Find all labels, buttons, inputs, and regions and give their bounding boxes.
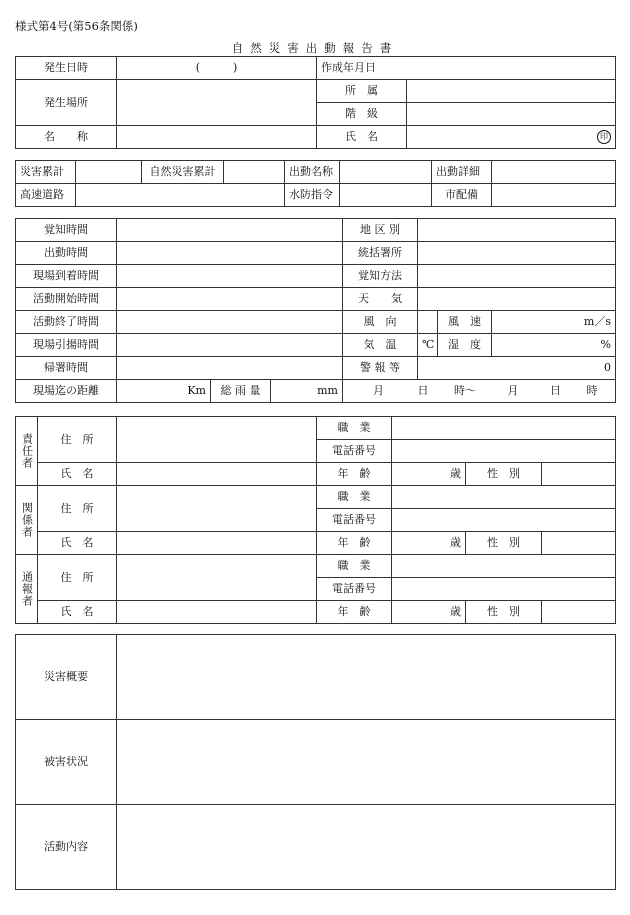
rank-field[interactable] [407, 103, 616, 126]
rainfall-period-field[interactable] [343, 380, 616, 403]
persons-table [15, 416, 616, 624]
time-dispatch-label: 出動時間 [16, 242, 117, 265]
reporter-phone-field[interactable] [392, 578, 616, 601]
natural-disaster-total-label: 自然災害累計 [142, 161, 224, 184]
location-label: 発生場所 [16, 80, 117, 126]
city-deploy-field[interactable] [492, 184, 616, 207]
period-month-2: 月 [507, 384, 519, 397]
time-withdrawal-label: 現場引揚時間 [16, 334, 117, 357]
dispatch-details-label: 出動詳細 [432, 161, 492, 184]
city-deploy-label: 市配備 [432, 184, 492, 207]
activity-label: 活動内容 [16, 805, 117, 890]
related-age-field[interactable]: 歳 [392, 532, 466, 555]
reporter-address-field[interactable] [117, 555, 317, 601]
district-field[interactable] [418, 219, 616, 242]
natural-disaster-total-field[interactable] [224, 161, 285, 184]
responsible-name-label: 氏 名 [38, 463, 117, 486]
responsible-age-label: 年 齢 [317, 463, 392, 486]
person-name-label: 氏 名 [317, 126, 407, 149]
time-arrival-field[interactable] [117, 265, 343, 288]
responsible-address-label: 住 所 [38, 417, 117, 463]
period-hour-to: 時〜 [454, 384, 476, 397]
time-activity-start-field[interactable] [117, 288, 343, 311]
related-occupation-field[interactable] [392, 486, 616, 509]
reporter-name-label: 氏 名 [38, 601, 117, 624]
period-day-1: 日 [417, 384, 429, 397]
wind-speed-label: 風 速 [438, 311, 492, 334]
wind-direction-label: 風 向 [343, 311, 418, 334]
location-field[interactable] [117, 80, 317, 126]
reporter-phone-label: 電話番号 [317, 578, 392, 601]
dispatch-info-table [15, 160, 616, 207]
time-arrival-label: 現場到着時間 [16, 265, 117, 288]
period-day-2: 日 [550, 384, 561, 397]
time-activity-end-label: 活動終了時間 [16, 311, 117, 334]
name-label: 名 称 [16, 126, 117, 149]
wind-direction-field[interactable] [418, 311, 438, 334]
period-hour-2: 時 [586, 384, 598, 397]
time-return-field[interactable] [117, 357, 343, 380]
reporter-name-field[interactable] [117, 601, 317, 624]
dispatch-name-field[interactable] [340, 161, 432, 184]
time-withdrawal-field[interactable] [117, 334, 343, 357]
reporter-gender-label: 性 別 [466, 601, 542, 624]
damage-field[interactable] [117, 720, 616, 805]
reporter-occupation-field[interactable] [392, 555, 616, 578]
group-related-label: 関係者 [16, 486, 38, 555]
rank-label: 階 級 [317, 103, 407, 126]
seal-mark: 印 [597, 130, 611, 144]
recognition-method-field[interactable] [418, 265, 616, 288]
humidity-unit[interactable]: % [492, 334, 616, 357]
humidity-label: 湿 度 [438, 334, 492, 357]
timeline-table [15, 218, 616, 403]
person-name-field[interactable] [407, 126, 616, 149]
jurisdiction-field[interactable] [418, 242, 616, 265]
responsible-age-field[interactable]: 歳 [392, 463, 466, 486]
document-title: 自然災害出動報告書 [231, 41, 399, 55]
warning-field[interactable]: 0 [418, 357, 616, 380]
disaster-total-label: 災害累計 [16, 161, 76, 184]
affiliation-field[interactable] [407, 80, 616, 103]
responsible-gender-label: 性 別 [466, 463, 542, 486]
expressway-field[interactable] [76, 184, 285, 207]
reporter-age-field[interactable]: 歳 [392, 601, 466, 624]
form-number-note: 様式第4号(第56条関係) [15, 19, 138, 33]
time-recognition-field[interactable] [117, 219, 343, 242]
reporter-occupation-label: 職 業 [317, 555, 392, 578]
dispatch-details-field[interactable] [492, 161, 616, 184]
district-label: 地 区 別 [343, 219, 418, 242]
occurrence-datetime-label: 発生日時 [16, 57, 117, 80]
related-name-field[interactable] [117, 532, 317, 555]
responsible-phone-field[interactable] [392, 440, 616, 463]
time-activity-end-field[interactable] [117, 311, 343, 334]
recognition-method-label: 覚知方法 [343, 265, 418, 288]
related-address-field[interactable] [117, 486, 317, 532]
reporter-address-label: 住 所 [38, 555, 117, 601]
name-field[interactable] [117, 126, 317, 149]
distance-field[interactable]: Km [117, 380, 211, 403]
related-gender-field[interactable] [542, 532, 616, 555]
warning-label: 警 報 等 [343, 357, 418, 380]
rainfall-label: 総 雨 量 [211, 380, 271, 403]
related-occupation-label: 職 業 [317, 486, 392, 509]
responsible-phone-label: 電話番号 [317, 440, 392, 463]
affiliation-label: 所 属 [317, 80, 407, 103]
wind-speed-unit[interactable]: m／s [492, 311, 616, 334]
responsible-name-field[interactable] [117, 463, 317, 486]
occurrence-datetime-value[interactable]: ( ) [117, 57, 317, 80]
overview-label: 災害概要 [16, 635, 117, 720]
activity-field[interactable] [117, 805, 616, 890]
responsible-address-field[interactable] [117, 417, 317, 463]
related-gender-label: 性 別 [466, 532, 542, 555]
dispatch-name-label: 出動名称 [285, 161, 340, 184]
time-recognition-label: 覚知時間 [16, 219, 117, 242]
weather-label: 天 気 [343, 288, 418, 311]
reporter-gender-field[interactable] [542, 601, 616, 624]
weather-field[interactable] [418, 288, 616, 311]
narrative-table [15, 634, 616, 890]
rainfall-field[interactable]: mm [271, 380, 343, 403]
related-phone-field[interactable] [392, 509, 616, 532]
jurisdiction-label: 統括署所 [343, 242, 418, 265]
group-responsible-label: 責任者 [16, 417, 38, 486]
group-reporter-label: 通報者 [16, 555, 38, 624]
created-date-label: 作成年月日 [317, 57, 616, 80]
temperature-unit[interactable]: ℃ [418, 334, 438, 357]
related-age-label: 年 齢 [317, 532, 392, 555]
expressway-label: 高速道路 [16, 184, 76, 207]
flood-order-field[interactable] [340, 184, 432, 207]
period-month-1: 月 [373, 384, 384, 397]
related-name-label: 氏 名 [38, 532, 117, 555]
flood-order-label: 水防指令 [285, 184, 340, 207]
responsible-occupation-label: 職 業 [317, 417, 392, 440]
disaster-total-field[interactable] [76, 161, 142, 184]
distance-label: 現場迄の距離 [16, 380, 117, 403]
related-address-label: 住 所 [38, 486, 117, 532]
overview-field[interactable] [117, 635, 616, 720]
responsible-occupation-field[interactable] [392, 417, 616, 440]
temperature-label: 気 温 [343, 334, 418, 357]
damage-label: 被害状況 [16, 720, 117, 805]
reporter-age-label: 年 齢 [317, 601, 392, 624]
time-return-label: 帰署時間 [16, 357, 117, 380]
time-dispatch-field[interactable] [117, 242, 343, 265]
related-phone-label: 電話番号 [317, 509, 392, 532]
time-activity-start-label: 活動開始時間 [16, 288, 117, 311]
responsible-gender-field[interactable] [542, 463, 616, 486]
basic-info-table [15, 56, 616, 149]
